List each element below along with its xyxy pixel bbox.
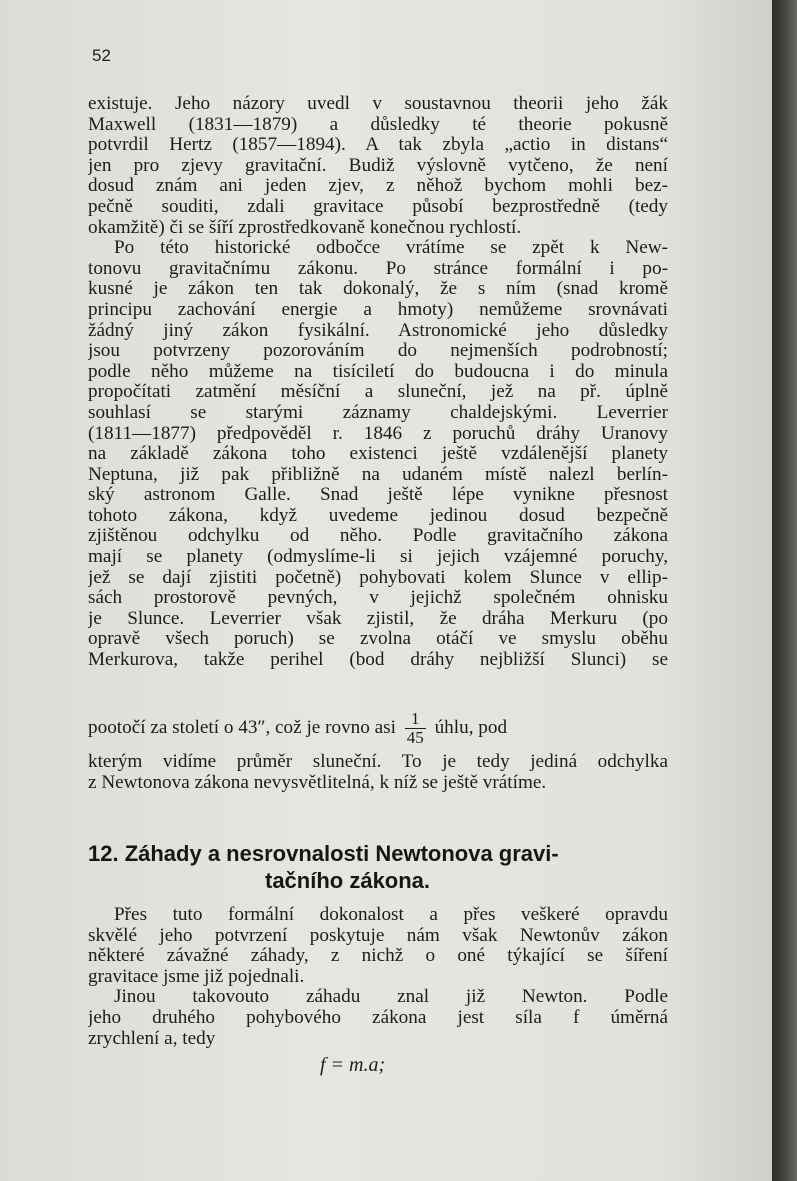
- text-line: na základě zákona toho existenci ještě vzdálenější planety: [88, 444, 668, 465]
- text-line: tohoto zákona, když uvedeme jedinou dosud bezpečně: [88, 505, 668, 526]
- fraction-numerator: 1: [405, 710, 426, 729]
- text-line: existuje. Jeho názory uvedl v soustavnou theorii jeho žák: [88, 94, 668, 114]
- text-line: jež se dají zjistiti početně) pohybovati kolem Slunce v ellip-: [88, 567, 668, 588]
- text-line: Merkurova, takže perihel (bod dráhy nejbližší Slunci) se: [88, 650, 668, 671]
- text-line: podle něho můžeme na tisíciletí do budoucna i do minula: [88, 361, 668, 382]
- text-segment: úhlu, pod: [434, 717, 508, 738]
- fraction-denominator: 45: [406, 728, 424, 748]
- text-line: kterým vidíme průměr sluneční. To je tedy jediná odchylka: [88, 752, 668, 772]
- text-line: pečně souditi, zdali gravitace působí bezprostředně (tedy: [88, 196, 668, 217]
- text-line: ský astronom Galle. Snad ještě lépe vynikne přesnost: [88, 485, 668, 506]
- text-line-with-fraction: [88, 708, 668, 748]
- paragraph-mysteries: [88, 905, 668, 1049]
- text-line: tonovu gravitačnímu zákonu. Po stránce formální i po-: [88, 258, 668, 279]
- text-line: potvrdil Hertz (1857—1894). A tak zbyla „actio in distans“: [88, 135, 668, 156]
- text-line: mají se planety (odmyslíme-li si jejich vzájemné poruchy,: [88, 547, 668, 568]
- book-binding: [772, 0, 797, 1181]
- text-line: dosud znám ani jeden zjev, z něhož bychom mohli bez-: [88, 176, 668, 197]
- text-line: zjištěnou odchylku od něho. Podle gravitačního zákona: [88, 526, 668, 547]
- text-line: (1811—1877) předpověděl r. 1846 z poruchů dráhy Uranovy: [88, 423, 668, 444]
- text-line: Přes tuto formální dokonalost a přes veškeré opravdu: [114, 905, 668, 925]
- page-number: 52: [92, 46, 111, 65]
- paragraph-continuation: [88, 752, 668, 793]
- text-line: jeho druhého pohybového zákona jest síla f úměrná: [88, 1007, 668, 1028]
- text-line: Maxwell (1831—1879) a důsledky té theorie pokusně: [88, 114, 668, 135]
- text-segment: pootočí za století o 43″, což je rovno asi: [88, 717, 396, 738]
- text-line: souhlasí se starými záznamy chaldejskými. Leverrier: [88, 402, 668, 423]
- text-line: žádný jiný zákon fysikální. Astronomické jeho důsledky: [88, 320, 668, 341]
- fraction: [405, 710, 426, 747]
- section-heading: [88, 840, 668, 894]
- text-line: jen pro zjevy gravitační. Budiž výslovně vytčeno, že není: [88, 155, 668, 176]
- text-line: z Newtonova zákona nevysvětlitelná, k níž se ještě vrátíme.: [88, 772, 547, 793]
- text-line: Jinou takovouto záhadu znal již Newton. Podle: [114, 987, 668, 1008]
- text-line: Neptuna, již pak přibližně na udaném místě nalezl berlín-: [88, 464, 668, 485]
- heading-line: tačního zákona.: [265, 868, 431, 893]
- text-line: skvělé jeho potvrzení poskytuje nám však Newtonův zákon: [88, 925, 668, 946]
- text-line: některé závažné záhady, z nichž o oné týkající se šíření: [88, 946, 668, 967]
- formula: f = m.a;: [320, 1054, 386, 1076]
- text-line: principu zachování energie a hmoty) nemůžeme srovnávati: [88, 299, 668, 320]
- text-line: gravitace jsme již pojednali.: [88, 966, 305, 987]
- text-line: propočítati zatmění měsíční a sluneční, jež na př. úplně: [88, 382, 668, 403]
- text-line: Po této historické odbočce vrátíme se zpět k New-: [114, 238, 668, 259]
- text-line: zrychlení a, tedy: [88, 1028, 216, 1049]
- heading-line: 12. Záhady a nesrovnalosti Newtonova gravi-: [88, 841, 559, 866]
- text-line: jsou potvrzeny pozorováním do nejmenších podrobností;: [88, 341, 668, 362]
- paragraph-gravitation-history: [88, 94, 668, 671]
- text-line: kusné je zákon ten tak dokonalý, že s ním (snad kromě: [88, 279, 668, 300]
- text-line: opravě všech poruch) se zvolna otáčí ve smyslu oběhu: [88, 629, 668, 650]
- text-line: okamžitě) či se šíří zprostředkovaně konečnou rychlostí.: [88, 217, 522, 238]
- text-line: je Slunce. Leverrier však zjistil, že dráha Merkuru (po: [88, 608, 668, 629]
- text-line: sách prostorově pevných, v jejichž společném ohnisku: [88, 588, 668, 609]
